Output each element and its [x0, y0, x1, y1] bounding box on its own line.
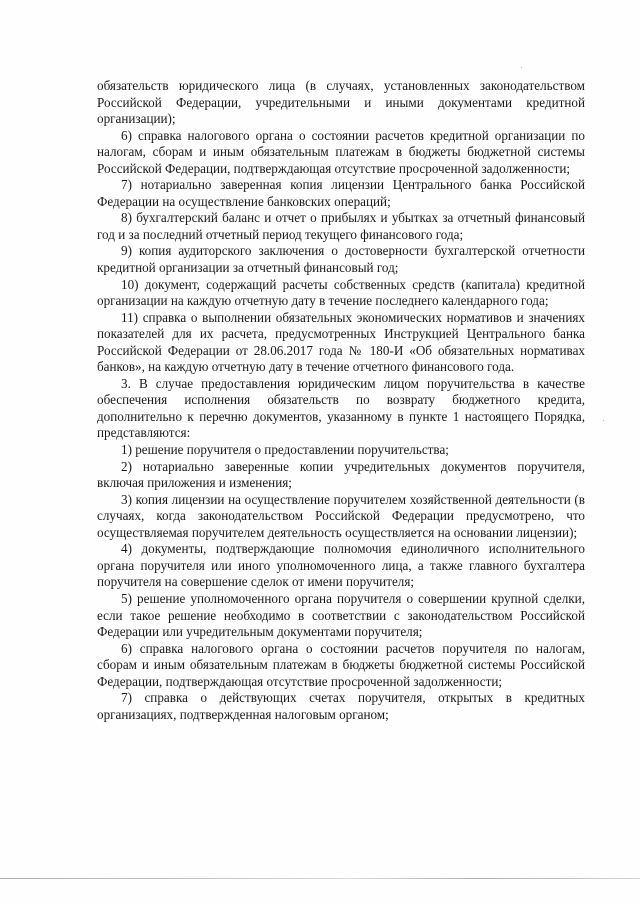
paragraph-item-8-balance-sheet: 8) бухгалтерский баланс и отчет о прибылях и убытках за отчетный финансовый год и за последний отчетный период текущего финансового года;	[97, 210, 585, 242]
paragraph-guarantor-item-5: 5) решение уполномоченного органа поручителя о совершении крупной сделки, если такое решение необходимо в соответствии с законодательством Российской Федерации или учредительным документами поручителя;	[97, 590, 585, 640]
paragraph-guarantor-item-7: 7) справка о действующих счетах поручителя, открытых в кредитных организациях, подтвержденная налоговым органом;	[97, 690, 585, 722]
document-body	[97, 78, 585, 723]
paragraph-item-7-license-copy: 7) нотариально заверенная копия лицензии Центрального банка Российской Федерации на осуществление банковских операций;	[97, 177, 585, 209]
paragraph-item-10-capital-calculation: 10) документ, содержащий расчеты собственных средств (капитала) кредитной организации на каждую отчетную дату в течение последнего календарного года;	[97, 276, 585, 309]
paragraph-guarantor-item-2: 2) нотариально заверенные копии учредительных документов поручителя, включая приложения и изменения;	[97, 458, 585, 491]
scan-speck	[521, 67, 522, 68]
scan-edge-line	[0, 878, 640, 879]
paragraph-guarantor-item-3: 3) копия лицензии на осуществление поручителем хозяйственной деятельности (в случаях, когда законодательством Российской Федерации предусмотрено, что осуществляемая поручителем деятельность осуществляется на основании лицензии);	[97, 491, 585, 540]
paragraph-guarantor-item-1: 1) решение поручителя о предоставлении поручительства;	[121, 442, 449, 458]
paragraph-item-11-economic-norms: 11) справка о выполнении обязательных экономических нормативов и значениях показателей для их расчета, предусмотренных Инструкцией Центрального банка Российской Федерации от 28.06.2017 года № 180-И «Об обязательных нормативах банков», на каждую отчетную дату в течение отчетного финансового года.	[97, 309, 585, 375]
paragraph-guarantor-item-4: 4) документы, подтверждающие полномочия единоличного исполнительного органа поручителя или иного уполномоченного лица, а также главного бухгалтера поручителя на совершение сделок от имени поручителя;	[97, 541, 585, 590]
scan-speck	[603, 420, 604, 421]
paragraph-item-9-audit-report: 9) копия аудиторского заключения о достоверности бухгалтерской отчетности кредитной организации за отчетный финансовый год;	[97, 243, 585, 276]
paragraph-continuation: обязательств юридического лица (в случаях, установленных законодательством Российской Федерации, учредительными и иными документами кредитной организации);	[97, 78, 585, 127]
paragraph-guarantor-item-6: 6) справка налогового органа о состоянии расчетов поручителя по налогам, сборам и иным обязательным платежам в бюджеты бюджетной системы Российской Федерации, подтверждающая отсутствие просроченной задолженности;	[97, 640, 585, 689]
paragraph-section-3-guarantee: 3. В случае предоставления юридическим лицом поручительства в качестве обеспечения исполнения обязательств по возврату бюджетного кредита, дополнительно к перечню документов, указанному в пункте 1 настоящего Порядка, представляются:	[97, 375, 585, 441]
paragraph-item-6-bank-tax-certificate: 6) справка налогового органа о состоянии расчетов кредитной организации по налогам, сборам и иным обязательным платежам в бюджеты бюджетной системы Российской Федерации, подтверждающая отсутствие просроченной задолженности;	[97, 127, 585, 176]
